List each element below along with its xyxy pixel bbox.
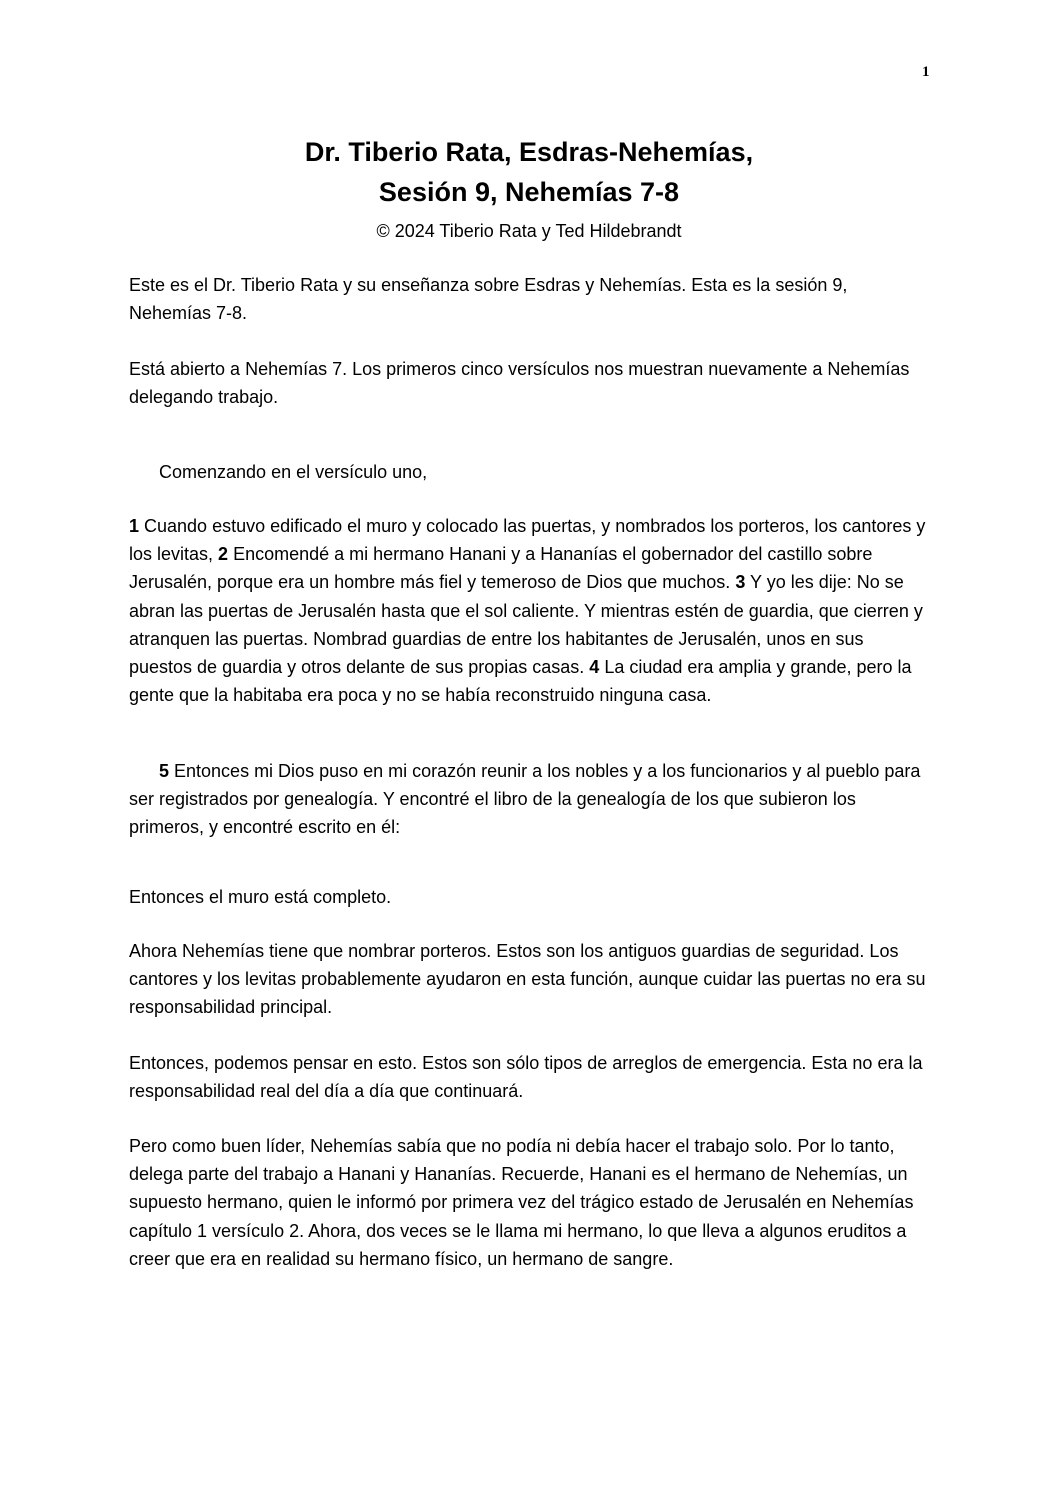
verse-number: 2 bbox=[218, 544, 229, 565]
verse-text: Encomendé a mi hermano Hanani y a Hananías el gobernador del castillo sobre Jerusalén, porque era un hombre más fiel y temeroso de Dios que muchos. bbox=[129, 544, 873, 593]
document-title-line-1: Dr. Tiberio Rata, Esdras-Nehemías, bbox=[304, 137, 754, 167]
leader-paragraph: Pero como buen líder, Nehemías sabía que no podía ni debía hacer el trabajo solo. Por lo tanto, delega parte del trabajo a Hanani y Hananías. Recuerde, Hanani es el hermano de Nehemías, un supuesto hermano, quien le informó por primera vez del trágico estado de Jerusalén en Nehemías capítulo 1 versículo 2. Ahora, dos veces se le llama mi hermano, lo que lleva a algunos eruditos a creer que era en realidad su hermano físico, un hermano de sangre. bbox=[129, 1136, 914, 1269]
scripture-passage-1-4 bbox=[129, 512, 929, 709]
starting-verse-paragraph: Comenzando en el versículo uno, bbox=[159, 462, 428, 482]
verse-number: 5 bbox=[159, 761, 170, 781]
wall-complete-paragraph: Entonces el muro está completo. bbox=[129, 887, 392, 907]
verse-text: Entonces mi Dios puso en mi corazón reunir a los nobles y a los funcionarios y al pueblo para ser registrados por genealogía. Y encontré el libro de la genealogía de los que subieron los primeros, y encontré escrito en él: bbox=[129, 761, 921, 838]
scripture-passage-5 bbox=[129, 757, 929, 842]
verse-number: 4 bbox=[589, 657, 600, 678]
verse-text: Cuando estuvo edificado el muro y colocado las puertas, y nombrados los porteros, los cantores y los levitas, bbox=[129, 516, 926, 565]
emergency-paragraph: Entonces, podemos pensar en esto. Estos son sólo tipos de arreglos de emergencia. Esta no era la responsabilidad real del día a día que continuará. bbox=[129, 1053, 923, 1102]
verse-text: Y yo les dije: No se abran las puertas de Jerusalén hasta que el sol caliente. Y mientras estén de guardia, que cierren y atranquen las puertas. Nombrad guardias de entre los habitantes de Jerusalén, unos en sus puestos de guardia y otros delante de sus propias casas. bbox=[129, 572, 923, 678]
open-paragraph: Está abierto a Nehemías 7. Los primeros cinco versículos nos muestran nuevamente a Nehemías delegando trabajo. bbox=[129, 359, 910, 408]
verse-number: 3 bbox=[735, 572, 746, 593]
verse-number: 1 bbox=[129, 516, 140, 536]
document-title-line-2: Sesión 9, Nehemías 7-8 bbox=[378, 177, 680, 207]
copyright-notice: © 2024 Tiberio Rata y Ted Hildebrandt bbox=[376, 221, 682, 241]
page-number: 1 bbox=[922, 64, 930, 80]
verse-text: La ciudad era amplia y grande, pero la gente que la habitaba era poca y no se había reconstruido ninguna casa. bbox=[129, 657, 912, 706]
intro-paragraph: Este es el Dr. Tiberio Rata y su enseñanza sobre Esdras y Nehemías. Esta es la sesión 9, Nehemías 7-8. bbox=[129, 275, 848, 324]
gatekeepers-paragraph: Ahora Nehemías tiene que nombrar porteros. Estos son los antiguos guardias de seguridad. Los cantores y los levitas probablemente ayudaron en esta función, aunque cuidar las puertas no era su responsabilidad principal. bbox=[129, 941, 926, 1018]
